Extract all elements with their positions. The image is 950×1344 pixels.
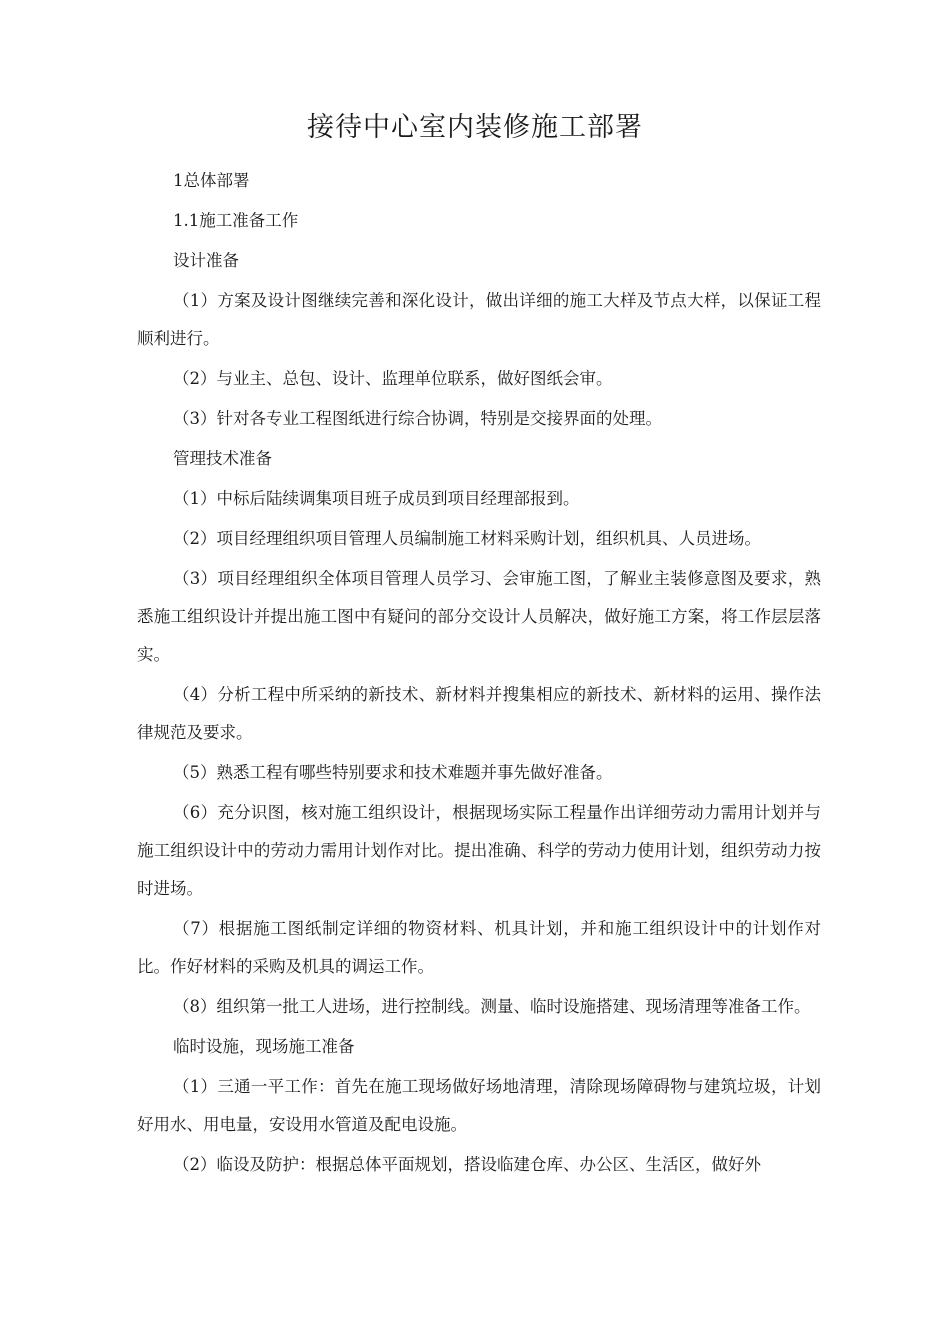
paragraph: （3）项目经理组织全体项目管理人员学习、会审施工图，了解业主装修意图及要求，熟悉施工组织设计并提出施工图中有疑问的部分交设计人员解决，做好施工方案，将工作层层落实。: [137, 569, 821, 664]
paragraph: （3）针对各专业工程图纸进行综合协调，特别是交接界面的处理。: [173, 409, 662, 428]
subsection-heading: 1.1施工准备工作: [173, 211, 299, 230]
paragraph: （2）项目经理组织项目管理人员编制施工材料采购计划，组织机具、人员进场。: [173, 529, 761, 548]
paragraph: （2）临设及防护：根据总体平面规划，搭设临建仓库、办公区、生活区，做好外: [173, 1155, 761, 1174]
paragraph: （4）分析工程中所采纳的新技术、新材料并搜集相应的新技术、新材料的运用、操作法律规范及要求。: [137, 685, 821, 742]
topic-heading: 临时设施，现场施工准备: [173, 1037, 355, 1056]
paragraph: （1）方案及设计图继续完善和深化设计，做出详细的施工大样及节点大样，以保证工程顺利进行。: [137, 291, 821, 348]
paragraph: （1）中标后陆续调集项目班子成员到项目经理部报到。: [173, 489, 580, 508]
paragraph: （6）充分识图，核对施工组织设计，根据现场实际工程量作出详细劳动力需用计划并与施工组织设计中的劳动力需用计划作对比。提出准确、科学的劳动力使用计划，组织劳动力按时进场。: [137, 803, 821, 898]
paragraph: （1）三通一平工作：首先在施工现场做好场地清理，清除现场障碍物与建筑垃圾，计划好用水、用电量，安设用水管道及配电设施。: [137, 1077, 821, 1134]
paragraph: （2）与业主、总包、设计、监理单位联系，做好图纸会审。: [173, 369, 613, 388]
document-body: [137, 162, 821, 1186]
document-title: 接待中心室内装修施工部署: [307, 112, 643, 143]
paragraph: （5）熟悉工程有哪些特别要求和技术难题并事先做好准备。: [173, 763, 613, 782]
section-heading: 1总体部署: [173, 171, 250, 190]
paragraph: （8）组织第一批工人进场，进行控制线。测量、临时设施搭建、现场清理等准备工作。: [173, 997, 811, 1016]
paragraph: （7）根据施工图纸制定详细的物资材料、机具计划，并和施工组织设计中的计划作对比。作好材料的采购及机具的调运工作。: [137, 919, 821, 976]
topic-heading: 管理技术准备: [173, 449, 272, 468]
topic-heading: 设计准备: [173, 251, 239, 270]
